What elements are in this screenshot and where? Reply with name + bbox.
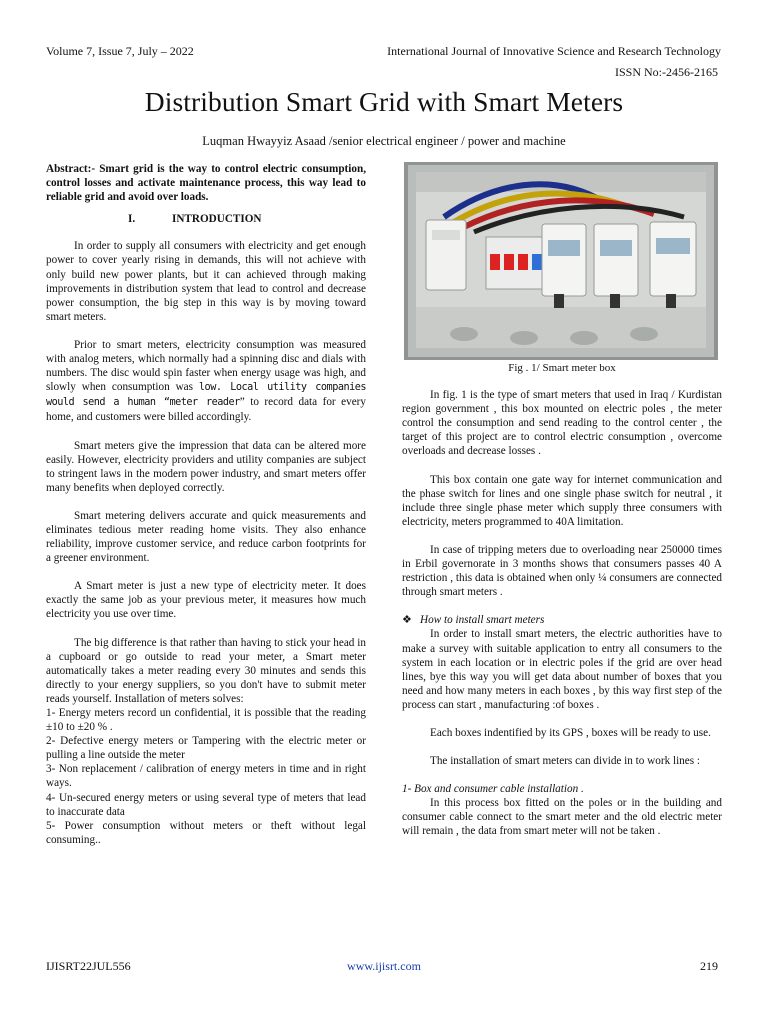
paragraph: In case of tripping meters due to overloading near 250000 times in Erbil governorate in 3 months shows that consumers passes 40 A restriction , this data is obtained when only ¼ consumers are connected through smart meters .: [402, 543, 722, 599]
subsection-heading: 1- Box and consumer cable installation .: [402, 783, 584, 796]
paragraph: In this process box fitted on the poles or in the building and consumer cable connect to the smart meter and the old electric meter will remain , the data from smart meter will not be taken .: [402, 797, 722, 838]
paragraph: A Smart meter is just a new type of electricity meter. It does exactly the same job as your previous meter, it measures how much electricity you use over time.: [46, 580, 366, 621]
paragraph: In fig. 1 is the type of smart meters that used in Iraq / Kurdistan region government , this box mounted on electric poles , the meter control the consumption and send reading to the control center , the target of this project are to control electric consumption , overcome overloads and decrease losses .: [402, 389, 722, 458]
header-volume: Volume 7, Issue 7, July – 2022: [46, 44, 194, 58]
page-number: 219: [700, 959, 718, 973]
abstract: Abstract:- Smart grid is the way to control electric consumption, control losses and activate maintenance process, this way lead to reliable grid and avoid over loads.: [46, 163, 366, 204]
paragraph: This box contain one gate way for internet communication and the phase switch for lines and one single phase switch for neutral , it include three single phase meter which supply three consumers with electricity, meters programmed to 40A limitation.: [402, 473, 722, 528]
figure-caption: Fig . 1/ Smart meter box: [508, 362, 616, 374]
section-title: INTRODUCTION: [172, 213, 262, 226]
diamond-bullet-icon: ❖: [402, 614, 413, 627]
paragraph: [46, 338, 366, 425]
list-item: 1- Energy meters record un confidential, it is possible that the reading ±10 to ±20 % .: [46, 707, 366, 734]
list-item: 2- Defective energy meters or Tampering with the electric meter or pulling a line outside the meter: [46, 735, 366, 762]
left-column: [46, 162, 366, 847]
paragraph: Smart meters give the impression that data can be altered more easily. However, electricity providers and utility companies are subject to stringent laws in the modern power industry, and smart meters offer many benefits when deployed correctly.: [46, 439, 366, 494]
paragraph: In order to supply all consumers with electricity and get enough power to cover yearly rising in demands, this will not achieve with only build new power plants, but it can achieved through making improvements in distribution system that lead to control and decrease power consumption, the big step in this way is by moving toward smart meters.: [46, 240, 366, 323]
header-issn: ISSN No:-2456-2165: [614, 65, 718, 79]
section-heading: [46, 212, 366, 226]
paragraph-text: Prior to smart meters, electricity consumption was measured with analog meters, which normally had a spinning disc and dials with numbers. The disc would spin faster when energy usage was high, and slowly when consumption was: [46, 338, 366, 394]
footer-article-id: IJISRT22JUL556: [46, 959, 131, 973]
list-item: 4- Un-secured energy meters or using several type of meters that lead to inaccurate data: [46, 791, 366, 818]
paragraph: In order to install smart meters, the electric authorities have to make a survey with suitable application to entry all consumers to the system in each location or in electric poles if the grid are over head lines, bye this way you will get data about number of boxes that you need and how many meters in each boxes , by this way first step of the process can start , manufacturing :of boxes .: [402, 628, 722, 711]
smart-meter-box-illustration: [404, 162, 718, 360]
subsection-heading: [402, 613, 722, 627]
paragraph-text-typewriter: low. Local utility companies would send a human “meter reader: [46, 382, 366, 409]
paragraph: Smart metering delivers accurate and quick measurements and eliminates tedious meter reading home visits. They also enhance reliability, improve customer service, and reduce carbon footprints for a greener environment.: [46, 509, 366, 565]
problem-list: [46, 706, 366, 847]
smart-meter-box-photo: [404, 162, 718, 360]
section-number: I.: [128, 213, 136, 226]
paragraph: The big difference is that rather than having to stick your head in a cupboard or go outside to read your meter, a Smart meter automatically takes a meter reading every 30 minutes and sends this directly to your energy suppliers, so you don't have to submit meter reads yourself. Installation of meters solves:: [46, 636, 366, 705]
right-column: [402, 162, 722, 853]
list-item: 3- Non replacement / calibration of energy meters in time and in right ways.: [46, 763, 366, 790]
author-line: Luqman Hwayyiz Asaad /senior electrical engineer / power and machine: [202, 134, 566, 148]
paragraph: Each boxes indentified by its GPS , boxes will be ready to use.: [430, 726, 711, 739]
footer-website-link[interactable]: www.ijisrt.com: [347, 959, 421, 973]
list-item: 5- Power consumption without meters or theft without legal consuming..: [46, 819, 366, 846]
paper-title: Distribution Smart Grid with Smart Meters: [144, 86, 624, 117]
paragraph-text: ” to record data for every home, and customers were billed accordingly.: [46, 396, 366, 424]
header-journal: International Journal of Innovative Science and Research Technology: [387, 44, 721, 58]
paragraph: The installation of smart meters can divide in to work lines :: [430, 755, 700, 768]
subsection-title: How to install smart meters: [420, 614, 545, 627]
